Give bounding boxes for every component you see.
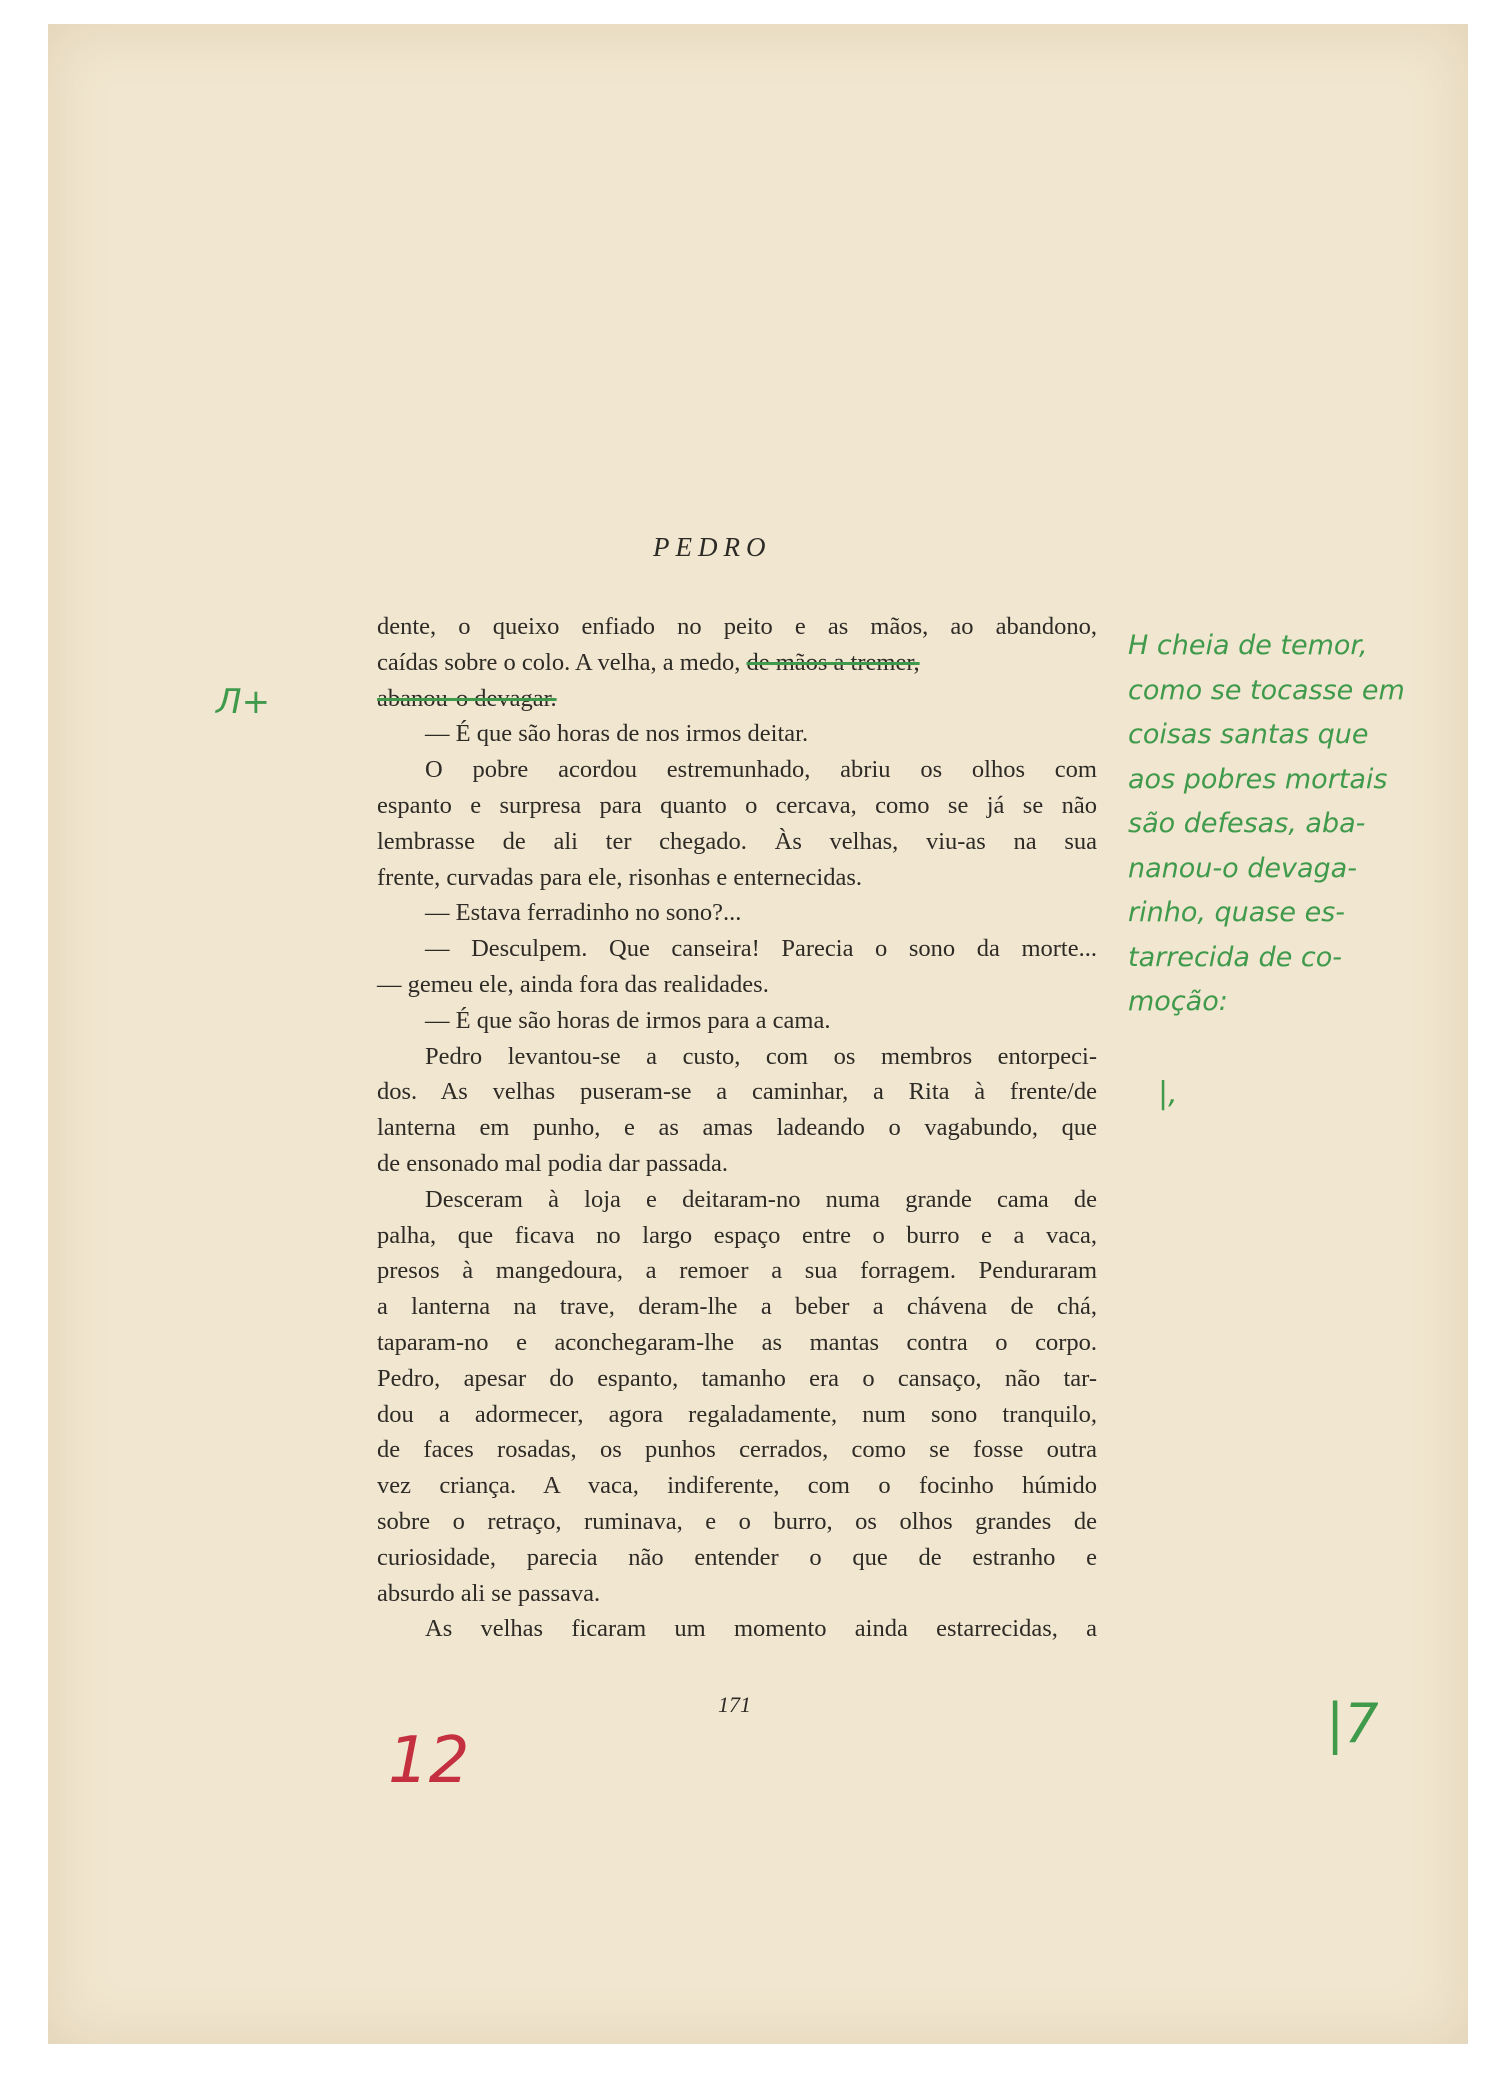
text-line: — Desculpem. Que canseira! Parecia o sono da morte... bbox=[425, 935, 1097, 963]
note-line: moção: bbox=[1128, 986, 1228, 1017]
note-line: como se tocasse em bbox=[1128, 674, 1405, 706]
right-margin-mark: |, bbox=[1158, 1076, 1178, 1111]
text-line: de faces rosadas, os punhos cerrados, como se fosse outra bbox=[377, 1436, 1097, 1464]
text-line: — gemeu ele, ainda fora das realidades. bbox=[377, 970, 769, 998]
left-margin-mark: Л+ bbox=[216, 682, 271, 722]
text-line: a lanterna na trave, deram-lhe a beber a chávena de chá, bbox=[377, 1293, 1097, 1321]
text-line: Pedro levantou-se a custo, com os membros entorpeci- bbox=[425, 1042, 1097, 1070]
text-line: lembrasse de ali ter chegado. Às velhas, viu-as na sua bbox=[377, 827, 1097, 855]
text-line: sobre o retraço, ruminava, e o burro, os olhos grandes de bbox=[377, 1507, 1097, 1535]
note-line: aos pobres mortais bbox=[1128, 763, 1388, 795]
note-line: H cheia de temor, bbox=[1128, 630, 1368, 661]
text-line: curiosidade, parecia não entender o que de estranho e bbox=[377, 1543, 1097, 1571]
note-line: coisas santas que bbox=[1128, 719, 1369, 750]
text-line: de ensonado mal podia dar passada. bbox=[377, 1149, 729, 1177]
text-line: — Estava ferradinho no sono?... bbox=[425, 899, 742, 927]
text-line: O pobre acordou estremunhado, abriu os olhos com bbox=[425, 756, 1097, 784]
text-line: dos. As velhas puseram-se a caminhar, a Rita à frente/de bbox=[377, 1078, 1097, 1106]
note-line: nanou-o devaga- bbox=[1128, 852, 1357, 884]
text-line: presos à mangedoura, a remoer a sua forragem. Penduraram bbox=[377, 1257, 1097, 1285]
struck-text: de mãos a tremer, bbox=[746, 648, 920, 676]
text-line: caídas sobre o colo. A velha, a medo, de mãos a tremer, bbox=[377, 648, 920, 676]
text-line: Pedro, apesar do espanto, tamanho era o cansaço, não tar- bbox=[377, 1364, 1097, 1392]
text-line: palha, que ficava no largo espaço entre o burro e a vaca, bbox=[377, 1221, 1097, 1249]
struck-text: abanou-o devagar. bbox=[377, 684, 557, 712]
note-line: são defesas, aba- bbox=[1128, 808, 1366, 839]
green-folio-number: |7 bbox=[1326, 1692, 1379, 1755]
text-line: — É que são horas de nos irmos deitar. bbox=[425, 720, 809, 748]
note-line: rinho, quase es- bbox=[1128, 897, 1345, 928]
text-line: absurdo ali se passava. bbox=[377, 1579, 601, 1607]
text-line: Desceram à loja e deitaram-no numa grande cama de bbox=[425, 1185, 1097, 1213]
text-line bbox=[377, 681, 1097, 717]
red-folio-number: 12 bbox=[388, 1724, 470, 1798]
handwritten-margin-note bbox=[1128, 624, 1498, 1025]
page-number: 171 bbox=[718, 1692, 751, 1717]
text-line: — É que são horas de irmos para a cama. bbox=[425, 1006, 831, 1034]
body-text bbox=[377, 609, 1097, 1647]
note-line: tarrecida de co- bbox=[1128, 941, 1342, 973]
text-line: lanterna em punho, e as amas ladeando o vagabundo, que bbox=[377, 1114, 1097, 1142]
text-line: As velhas ficaram um momento ainda estarrecidas, a bbox=[425, 1615, 1097, 1643]
text-line: vez criança. A vaca, indiferente, com o focinho húmido bbox=[377, 1472, 1097, 1500]
text-line: frente, curvadas para ele, risonhas e enternecidas. bbox=[377, 863, 862, 891]
text-line: espanto e surpresa para quanto o cercava, como se já se não bbox=[377, 791, 1097, 819]
text-line: taparam-no e aconchegaram-lhe as mantas contra o corpo. bbox=[377, 1328, 1097, 1356]
text-line: dente, o queixo enfiado no peito e as mãos, ao abandono, bbox=[377, 613, 1097, 640]
running-head: PEDRO bbox=[653, 532, 772, 562]
text-line: dou a adormecer, agora regaladamente, num sono tranquilo, bbox=[377, 1400, 1097, 1428]
manuscript-page bbox=[48, 24, 1468, 2044]
